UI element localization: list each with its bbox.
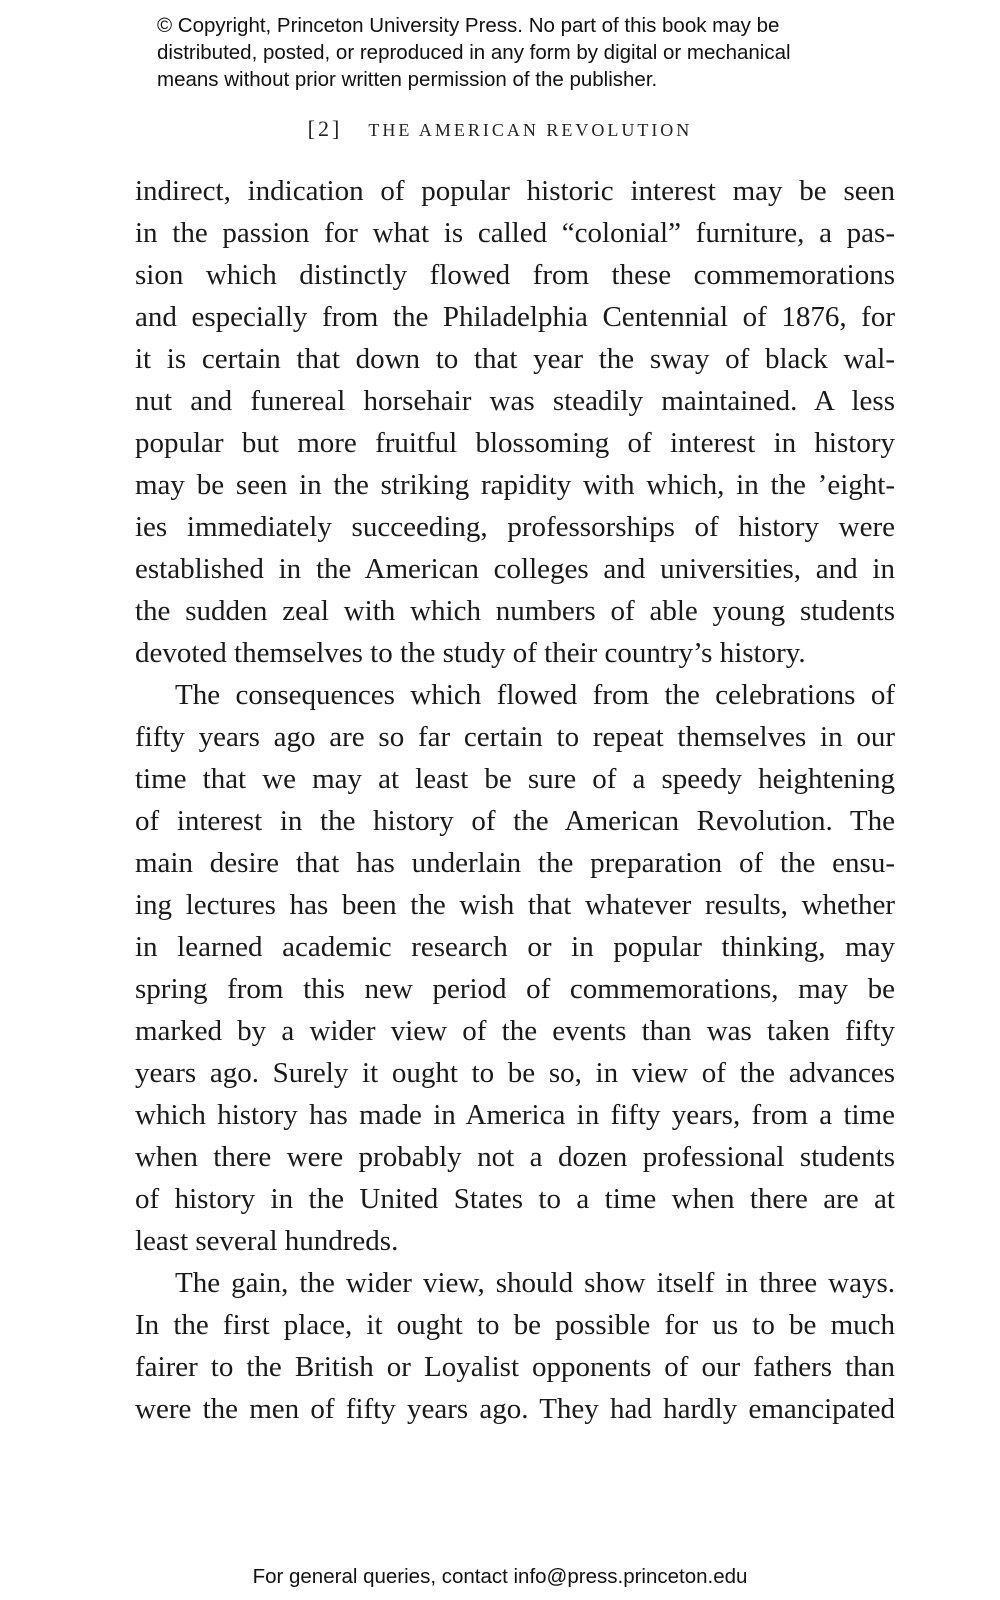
- text-line: of history in the United States to a time when there are at: [135, 1183, 895, 1215]
- text-line: were the men of fifty years ago. They had hardly emancipated: [135, 1393, 895, 1425]
- text-line: nut and funereal horsehair was steadily maintained. A less: [135, 385, 895, 417]
- page-number: [2]: [307, 116, 343, 141]
- text-line: years ago. Surely it ought to be so, in view of the advances: [135, 1057, 895, 1089]
- text-line: established in the American colleges and universities, and in: [135, 553, 895, 585]
- text-line: the sudden zeal with which numbers of able young students: [135, 595, 895, 627]
- text-line: devoted themselves to the study of their country’s history.: [135, 637, 806, 669]
- body-text: [135, 170, 895, 1430]
- copyright-line: © Copyright, Princeton University Press. No part of this book may be: [157, 14, 780, 37]
- text-line: popular but more fruitful blossoming of interest in history: [135, 427, 895, 459]
- text-line: of interest in the history of the American Revolution. The: [135, 805, 895, 837]
- running-head-title: THE AMERICAN REVOLUTION: [368, 120, 693, 140]
- running-head: [0, 116, 1000, 142]
- text-line: fairer to the British or Loyalist opponents of our fathers than: [135, 1351, 895, 1383]
- text-line: may be seen in the striking rapidity with which, in the ’eight-: [135, 469, 895, 501]
- text-line: time that we may at least be sure of a speedy heightening: [135, 763, 895, 795]
- text-line: sion which distinctly flowed from these commemorations: [135, 259, 895, 291]
- text-line: and especially from the Philadelphia Centennial of 1876, for: [135, 301, 895, 333]
- text-line: in the passion for what is called “colonial” furniture, a pas-: [135, 217, 895, 249]
- text-line: marked by a wider view of the events than was taken fifty: [135, 1015, 895, 1047]
- text-line: The consequences which flowed from the celebrations of: [175, 679, 895, 711]
- copyright-notice: [157, 12, 917, 93]
- text-line: when there were probably not a dozen professional students: [135, 1141, 895, 1173]
- text-line: in learned academic research or in popular thinking, may: [135, 931, 895, 963]
- text-line: In the first place, it ought to be possible for us to be much: [135, 1309, 895, 1341]
- footer-contact: For general queries, contact info@press.princeton.edu: [252, 1565, 748, 1588]
- text-line: fifty years ago are so far certain to repeat themselves in our: [135, 721, 895, 753]
- text-line: ies immediately succeeding, professorships of history were: [135, 511, 895, 543]
- text-line: main desire that has underlain the preparation of the ensu-: [135, 847, 895, 879]
- text-line: ing lectures has been the wish that whatever results, whether: [135, 889, 895, 921]
- text-line: it is certain that down to that year the sway of black wal-: [135, 343, 895, 375]
- text-line: least several hundreds.: [135, 1225, 399, 1257]
- text-line: indirect, indication of popular historic interest may be seen: [135, 175, 895, 207]
- text-line: spring from this new period of commemorations, may be: [135, 973, 895, 1005]
- copyright-line: distributed, posted, or reproduced in any form by digital or mechanical: [157, 41, 791, 64]
- text-line: which history has made in America in fifty years, from a time: [135, 1099, 895, 1131]
- text-line: The gain, the wider view, should show itself in three ways.: [175, 1267, 895, 1299]
- copyright-line: means without prior written permission of the publisher.: [157, 68, 658, 91]
